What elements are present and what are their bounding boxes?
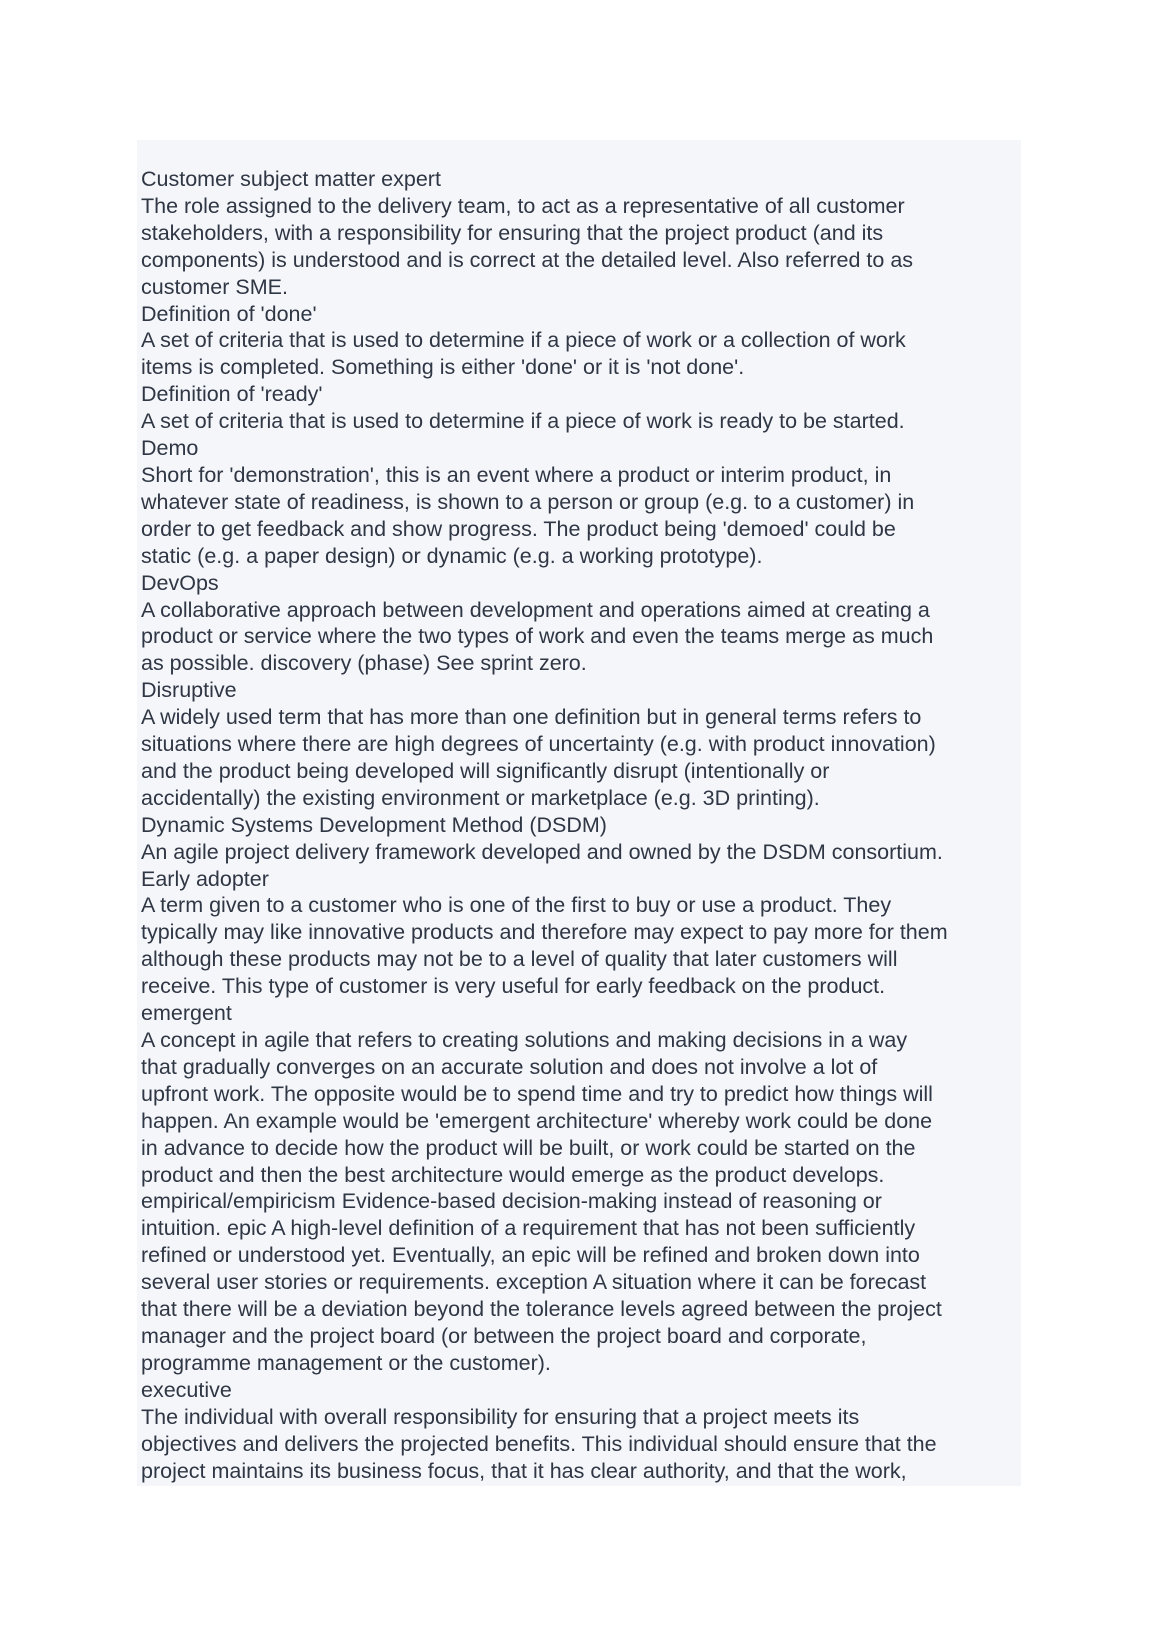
glossary-line: Customer subject matter expert — [141, 167, 441, 191]
glossary-line: accidentally) the existing environment or marketplace (e.g. 3D printing). — [141, 785, 820, 810]
glossary-line: although these products may not be to a level of quality that later customers will — [141, 947, 898, 972]
glossary-line: A set of criteria that is used to determine if a piece of work or a collection of work — [141, 328, 906, 353]
glossary-line: Short for 'demonstration', this is an event where a product or interim product, in — [141, 462, 892, 487]
glossary-line: as possible. discovery (phase) See sprint zero. — [141, 651, 587, 676]
glossary-line: situations where there are high degrees of uncertainty (e.g. with product innovation) — [141, 732, 936, 757]
glossary-line: objectives and delivers the projected benefits. This individual should ensure that the — [141, 1431, 937, 1456]
glossary-line: A set of criteria that is used to determine if a piece of work is ready to be started. — [141, 409, 905, 434]
glossary-line: A term given to a customer who is one of the first to buy or use a product. They — [141, 893, 892, 918]
glossary-line: upfront work. The opposite would be to spend time and try to predict how things will — [141, 1081, 933, 1106]
glossary-line: Definition of 'done' — [141, 301, 317, 326]
glossary-line: programme management or the customer). — [141, 1350, 551, 1375]
glossary-line: whatever state of readiness, is shown to a person or group (e.g. to a customer) in — [141, 489, 915, 514]
glossary-text-block — [137, 140, 1021, 1486]
glossary-line: refined or understood yet. Eventually, an epic will be refined and broken down into — [141, 1243, 920, 1268]
glossary-line: An agile project delivery framework developed and owned by the DSDM consortium. — [141, 839, 943, 864]
glossary-line: A collaborative approach between development and operations aimed at creating a — [141, 597, 930, 622]
glossary-line: A concept in agile that refers to creating solutions and making decisions in a way — [141, 1028, 908, 1052]
glossary-line: Disruptive — [141, 678, 237, 703]
glossary-line: stakeholders, with a responsibility for ensuring that the project product (and its — [141, 220, 884, 245]
glossary-line: several user stories or requirements. exception A situation where it can be forecast — [141, 1270, 927, 1295]
glossary-line: happen. An example would be 'emergent architecture' whereby work could be done — [141, 1108, 933, 1133]
glossary-line: and the product being developed will significantly disrupt (intentionally or — [141, 758, 830, 783]
glossary-line: emergent — [141, 1001, 232, 1026]
glossary-line: that there will be a deviation beyond the tolerance levels agreed between the project — [141, 1297, 942, 1322]
glossary-line: DevOps — [141, 570, 219, 595]
glossary-line: receive. This type of customer is very useful for early feedback on the product. — [141, 974, 886, 999]
glossary-line: The role assigned to the delivery team, to act as a representative of all customer — [141, 193, 905, 218]
glossary-line: empirical/empiricism Evidence-based decision-making instead of reasoning or — [141, 1189, 882, 1214]
glossary-line: intuition. epic A high-level definition of a requirement that has not been sufficiently — [141, 1216, 916, 1241]
glossary-line: project maintains its business focus, that it has clear authority, and that the work, — [141, 1458, 907, 1483]
glossary-line: that gradually converges on an accurate solution and does not involve a lot of — [141, 1054, 878, 1079]
glossary-line: executive — [141, 1377, 232, 1402]
glossary-line: A widely used term that has more than one definition but in general terms refers to — [141, 705, 922, 730]
glossary-line: typically may like innovative products and therefore may expect to pay more for them — [141, 920, 948, 945]
glossary-line: in advance to decide how the product will be built, or work could be started on the — [141, 1135, 916, 1160]
glossary-line: manager and the project board (or between the project board and corporate, — [141, 1323, 867, 1348]
glossary-line: order to get feedback and show progress. The product being 'demoed' could be — [141, 516, 896, 541]
glossary-line: Definition of 'ready' — [141, 382, 323, 407]
glossary-line: components) is understood and is correct at the detailed level. Also referred to as — [141, 247, 914, 272]
glossary-line: Demo — [141, 436, 199, 461]
glossary-line: static (e.g. a paper design) or dynamic (e.g. a working prototype). — [141, 543, 763, 568]
glossary-line: Early adopter — [141, 866, 269, 891]
glossary-line: product or service where the two types of work and even the teams merge as much — [141, 624, 934, 649]
glossary-line: customer SME. — [141, 274, 288, 299]
glossary-text — [141, 166, 1021, 1484]
glossary-line: Dynamic Systems Development Method (DSDM) — [141, 812, 607, 837]
glossary-line: product and then the best architecture would emerge as the product develops. — [141, 1162, 885, 1187]
glossary-line: The individual with overall responsibility for ensuring that a project meets its — [141, 1404, 860, 1429]
glossary-line: items is completed. Something is either 'done' or it is 'not done'. — [141, 355, 745, 380]
